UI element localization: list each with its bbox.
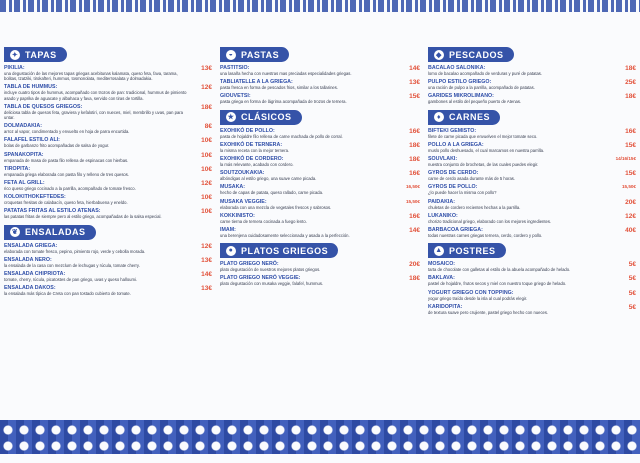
item-description: albóndigas al estilo griego, una suave carne picada. xyxy=(220,176,317,182)
item-description: chorizo tradicional griego, elaborado con los mejores ingredientes. xyxy=(428,218,552,224)
item-price: 8€ xyxy=(204,123,212,131)
item-name: TABLA DE HUMMUS: xyxy=(4,84,58,91)
item-description: la ensalada de la casa con mezclum de lechugas y rúcula, tomate cherry. xyxy=(4,262,140,268)
menu-item xyxy=(4,257,212,268)
item-price: 10€ xyxy=(201,137,212,145)
menu-item xyxy=(428,184,636,195)
item-description: gambones al estilo del pequeño puerto de Atenas. xyxy=(428,99,522,105)
item-price: 5€ xyxy=(628,303,636,311)
item-name: PULPO ESTILO GRIEGO: xyxy=(428,79,492,86)
item-description: chuletas de cordero recientes hechas a la parrilla. xyxy=(428,204,521,210)
item-description: bolas de garbanzo frito acompañadas de salsa de yogur. xyxy=(4,143,110,149)
section-title: ENSALADAS xyxy=(25,227,86,238)
section-header-pastas xyxy=(220,46,420,63)
menu-item xyxy=(428,290,636,301)
item-description: deliciosa tabla de quesos feta, graviera y kefalotiri, con nueces, miel, membrillo y uvas, pan para untar. xyxy=(4,109,183,121)
item-price: 5€ xyxy=(628,275,636,283)
menu-item xyxy=(220,184,420,195)
item-name: PLATO GRIEGO NERÓ: xyxy=(220,261,279,268)
item-description: una berenjena cuidadosamente seleccionada y asada a la perfección. xyxy=(220,233,350,239)
item-name: KOLOKITHOKEFTEDES: xyxy=(4,194,66,201)
item-description: pasta fresca en forma de pescados frios, similar a los tallarines. xyxy=(220,85,339,91)
item-name: GARIDES MIKROLIMANO: xyxy=(428,93,494,100)
menu-item xyxy=(428,79,636,90)
carnes-list xyxy=(428,128,636,239)
item-description: ¿lo puede hacer la misma con pollo? xyxy=(428,190,497,196)
item-description: carne de cerdo asada durante más de 5 horas. xyxy=(428,176,516,182)
menu-columns xyxy=(0,46,640,416)
menu-item xyxy=(428,156,636,167)
menu-item xyxy=(428,275,636,286)
pescados-list xyxy=(428,65,636,105)
item-name: SPANAKOPITA: xyxy=(4,151,44,158)
item-name: KOKKINISTO: xyxy=(220,212,255,219)
item-price: 12€ xyxy=(201,242,212,250)
item-price: 13€ xyxy=(201,65,212,72)
plate-icon: ● xyxy=(226,246,236,256)
menu-item xyxy=(4,208,212,219)
item-price: 18€ xyxy=(409,141,420,149)
item-price: 16€ xyxy=(409,212,420,220)
item-price: 12€ xyxy=(201,180,212,188)
menu-item xyxy=(220,79,420,90)
item-description: las patatas fritas de siempre pero al estilo griego, acompañadas de la salsa especial. xyxy=(4,214,162,220)
item-name: YOGURT GRIEGO CON TOPPING: xyxy=(428,289,514,296)
item-description: la ensalada más típica de Creta con pan tostado cubierto de tomate. xyxy=(4,291,131,297)
item-price: 10€ xyxy=(201,208,212,216)
item-name: POLLO A LA GRIEGA: xyxy=(428,141,484,148)
menu-item xyxy=(4,243,212,254)
item-name: ENSALADA GRIEGA: xyxy=(4,242,58,249)
item-price: 15,50€ xyxy=(405,198,420,204)
item-description: tarta de chocolate con galletas al estilo de la abuela acompañado de helado. xyxy=(428,267,571,273)
menu-item xyxy=(4,137,212,148)
item-name: IMAM: xyxy=(220,227,236,234)
item-name: LUKANIKO: xyxy=(428,212,458,219)
menu-item xyxy=(220,156,420,167)
item-name: EXOHIKÓ DE CORDERO: xyxy=(220,156,284,163)
section-header-clasicos xyxy=(220,109,420,126)
item-price: 13€ xyxy=(409,79,420,87)
menu-item xyxy=(428,304,636,315)
item-name: MOSAICO: xyxy=(428,261,456,268)
item-description: hecho de capas de patata, queso rallado, carne picada. xyxy=(220,190,324,196)
clasicos-list xyxy=(220,128,420,239)
menu-item xyxy=(428,227,636,238)
section-header-ensaladas xyxy=(4,224,212,241)
item-price: 16€ xyxy=(409,127,420,135)
item-name: PATATAS FRITAS AL ESTILO ATENAS: xyxy=(4,208,101,215)
item-name: MUSAKA: xyxy=(220,184,246,191)
item-description: pasta de hojaldre filo rellena de carne machada de pollo de corral. xyxy=(220,133,343,139)
item-description: una ración de pulpo a la parrilla, acompañado de patatas. xyxy=(428,85,535,91)
menu-item xyxy=(428,142,636,153)
item-description: tomate, cherry, rúcula, picatostes de pan griego, uvas y queso halloumi. xyxy=(4,277,138,283)
item-price: 10€ xyxy=(201,151,212,159)
item-price: 14€ xyxy=(409,227,420,235)
item-description: carne tierna de ternera cocinada a fuego lento. xyxy=(220,218,307,224)
item-name: BIFTEKI GEMISTO: xyxy=(428,127,477,134)
item-description: nuestra conjunto de brochetas, de las cuales puedes elegir. xyxy=(428,162,539,168)
section-header-platos-griegos xyxy=(220,242,420,259)
menu-item xyxy=(4,194,212,205)
item-name: FETA AL GRILL: xyxy=(4,180,45,187)
item-description: incluye cuatro tipos de hummus, acompañado con trozos de pan: tradicional, hummus de pimiento asado y paprika de aguacate y albahaca y fava, servido con tiras de tortilla. xyxy=(4,90,187,101)
item-description: una lasaña hecha con nuestras mas preciadas especialidades griegas. xyxy=(220,71,352,76)
item-price: 18€ xyxy=(625,65,636,72)
item-name: GIOUVETSI: xyxy=(220,93,251,100)
section-title: PLATOS GRIEGOS xyxy=(241,245,329,256)
menu-item xyxy=(220,65,420,76)
menu-item xyxy=(4,152,212,163)
item-price: 15€ xyxy=(625,141,636,149)
menu-item xyxy=(4,285,212,296)
item-name: BARBACOA GRIEGA: xyxy=(428,227,483,234)
menu-item xyxy=(428,199,636,210)
star-icon: ★ xyxy=(227,114,235,122)
item-name: GYROS DE POLLO: xyxy=(428,184,478,191)
item-name: ENSALADA DAKOS: xyxy=(4,285,56,292)
item-price: 18€ xyxy=(625,93,636,101)
item-description: plato degustación de nuestros mejores platos griegos. xyxy=(220,267,321,273)
section-title: PESCADOS xyxy=(449,49,504,60)
item-price: 5€ xyxy=(628,261,636,269)
section-header-pescados xyxy=(428,46,636,63)
item-name: GYROS DE CERDO: xyxy=(428,170,479,177)
item-name: SOUVLAKI: xyxy=(428,156,458,163)
item-price: 13€ xyxy=(201,285,212,293)
menu-item xyxy=(4,271,212,282)
item-name: SOUTZOUKAKIA: xyxy=(220,170,265,177)
menu-item xyxy=(428,170,636,181)
item-price: 16€ xyxy=(409,170,420,178)
menu-item xyxy=(220,261,420,272)
item-description: una degustación de las mejores tapas griegas acebitunas kalamata, queso feta, fava, tarama, bolitas, tzatziki, tirokafteri, hummus, tosmonolata, mediterrosalata y dolmadakia. xyxy=(4,71,178,82)
item-description: elaborada con una mezcla de vegetales frescos y sabrosos. xyxy=(220,204,332,210)
section-header-postres xyxy=(428,242,636,259)
item-price: 20€ xyxy=(625,198,636,206)
cake-icon: ▲ xyxy=(435,247,443,255)
item-description: rico queso griego cocinado a la parrilla, acompañado de tomate fresco. xyxy=(4,186,136,192)
item-price: 14€ xyxy=(201,271,212,279)
item-price: 18€ xyxy=(409,275,420,283)
item-description: lomo de bacalao acompañado de verduras y puré de patatas. xyxy=(428,71,543,76)
right-column xyxy=(428,46,636,416)
section-header-carnes xyxy=(428,109,636,126)
menu-item xyxy=(220,128,420,139)
item-price: 25€ xyxy=(625,79,636,87)
menu-item xyxy=(220,93,420,104)
menu-item xyxy=(4,180,212,191)
menu-item xyxy=(428,261,636,272)
item-name: EXOHIKÓ DE TERNERA: xyxy=(220,141,283,148)
item-price: 40€ xyxy=(625,227,636,235)
menu-item xyxy=(220,275,420,286)
item-name: PAIDAKIA: xyxy=(428,198,455,205)
middle-column xyxy=(220,46,420,416)
item-name: DOLMADAKIA: xyxy=(4,123,42,130)
section-title: CLÁSICOS xyxy=(241,112,292,123)
item-name: FALAFEL ESTILO ALI: xyxy=(4,137,60,144)
item-name: ENSALADA CHIPRIOTA: xyxy=(4,271,66,278)
item-name: TIROPITA: xyxy=(4,165,31,172)
item-description: filete de carne picada que envuelven el mejor tomate seco. xyxy=(428,133,538,139)
menu-item xyxy=(220,170,420,181)
bottom-decor-band xyxy=(0,420,640,454)
item-name: PIKILIA: xyxy=(4,65,25,71)
item-description: arroz al vapor, condimentado y envuelto en hoja de parra encurtida. xyxy=(4,129,130,135)
item-description: croquetas fresitas de calabacín, queso feta, hierbabuena y eneldo. xyxy=(4,200,128,206)
menu-item xyxy=(220,213,420,224)
postres-list xyxy=(428,261,636,315)
section-header-tapas xyxy=(4,46,212,63)
item-price: 15€ xyxy=(409,93,420,101)
bowl-icon: ◒ xyxy=(226,50,236,60)
item-price: 15,50€ xyxy=(621,184,636,190)
menu-item xyxy=(4,65,212,81)
menu-item xyxy=(4,166,212,177)
menu-item xyxy=(220,227,420,238)
menu-item xyxy=(428,128,636,139)
item-description: empanada de masa de pasta filo rellena de espinacas con hierbas. xyxy=(4,157,129,163)
item-price: 14€ xyxy=(409,65,420,72)
menu-item xyxy=(4,84,212,100)
section-title: TAPAS xyxy=(25,49,57,60)
item-description: pasta griega en forma de lágrima acompañada de trozos de ternera. xyxy=(220,99,347,105)
item-name: PLATO GRIEGO NERÓ VEGGIE: xyxy=(220,275,301,282)
item-name: PASTITSIO: xyxy=(220,65,250,71)
item-description: yogur griego traído desde la isla al cual podrás elegir. xyxy=(428,295,528,301)
menu-item xyxy=(4,104,212,120)
top-decor-band xyxy=(0,0,640,12)
tapas-list xyxy=(4,65,212,220)
item-description: elaborada con tomate fresco, pepino, pimiento rojo, verde y cebolla morada. xyxy=(4,248,146,254)
item-name: EXOHIKÓ DE POLLO: xyxy=(220,127,275,134)
item-name: ENSALADA NERO: xyxy=(4,256,52,263)
item-description: muslo pollo deshuesado, el cual marcamos en nuestra parrilla. xyxy=(428,147,545,153)
item-price: 10€ xyxy=(201,165,212,173)
item-name: MUSAKA VEGGIE: xyxy=(220,198,267,205)
item-price: 10€ xyxy=(201,194,212,202)
item-price: 13€ xyxy=(201,256,212,264)
item-description: todas nuestras carnes griegas ternera, cerdo, cordero y pollo. xyxy=(428,233,543,239)
item-price: 16,50€ xyxy=(405,184,420,190)
menu-item xyxy=(220,199,420,210)
item-name: KARIDOPITA: xyxy=(428,303,463,310)
left-column xyxy=(4,46,212,416)
item-description: empanada griega elaborada con pasta filo y relleno de tres quesos. xyxy=(4,171,130,177)
item-price: 14/16/15€ xyxy=(615,156,636,162)
menu-item xyxy=(428,93,636,104)
leaf-icon: ❦ xyxy=(11,229,19,237)
section-title: PASTAS xyxy=(241,49,280,60)
ensaladas-list xyxy=(4,243,212,297)
item-price: 12€ xyxy=(625,212,636,220)
item-name: BAKLAVA: xyxy=(428,275,455,282)
item-description: plato degustación con musaka veggie, falafel, hummus. xyxy=(220,281,324,287)
menu-item xyxy=(4,123,212,134)
item-description: la misma receta con la mejor ternera. xyxy=(220,147,290,153)
section-title: POSTRES xyxy=(449,245,496,256)
item-description: la más relevante, acabado con cordero. xyxy=(220,162,294,168)
menu-item xyxy=(428,65,636,76)
item-price: 12€ xyxy=(201,84,212,92)
item-price: 18€ xyxy=(409,156,420,164)
meat-icon: ♦ xyxy=(434,112,444,122)
item-price: 20€ xyxy=(409,261,420,269)
fish-icon: ◆ xyxy=(434,50,444,60)
platos-griegos-list xyxy=(220,261,420,286)
item-name: TABLIATELLE A LA GRIEGA: xyxy=(220,79,293,86)
item-price: 15€ xyxy=(625,170,636,178)
item-name: BACALAO SALONIKA: xyxy=(428,65,486,71)
section-title: CARNES xyxy=(449,112,491,123)
item-name: TABLA DE QUESOS GRIEGOS: xyxy=(4,103,83,110)
pastas-list xyxy=(220,65,420,105)
fork-icon: ✦ xyxy=(11,51,19,59)
item-price: 16€ xyxy=(625,127,636,135)
item-price: 18€ xyxy=(201,103,212,111)
menu-item xyxy=(220,142,420,153)
item-description: pastel de hojaldre, frutos secos y miel con nuestro toque griego de helado. xyxy=(428,281,567,287)
menu-item xyxy=(428,213,636,224)
item-description: de textura suave pero crujiente, pastel griego hecho con nueces. xyxy=(428,309,549,315)
item-price: 5€ xyxy=(628,289,636,297)
